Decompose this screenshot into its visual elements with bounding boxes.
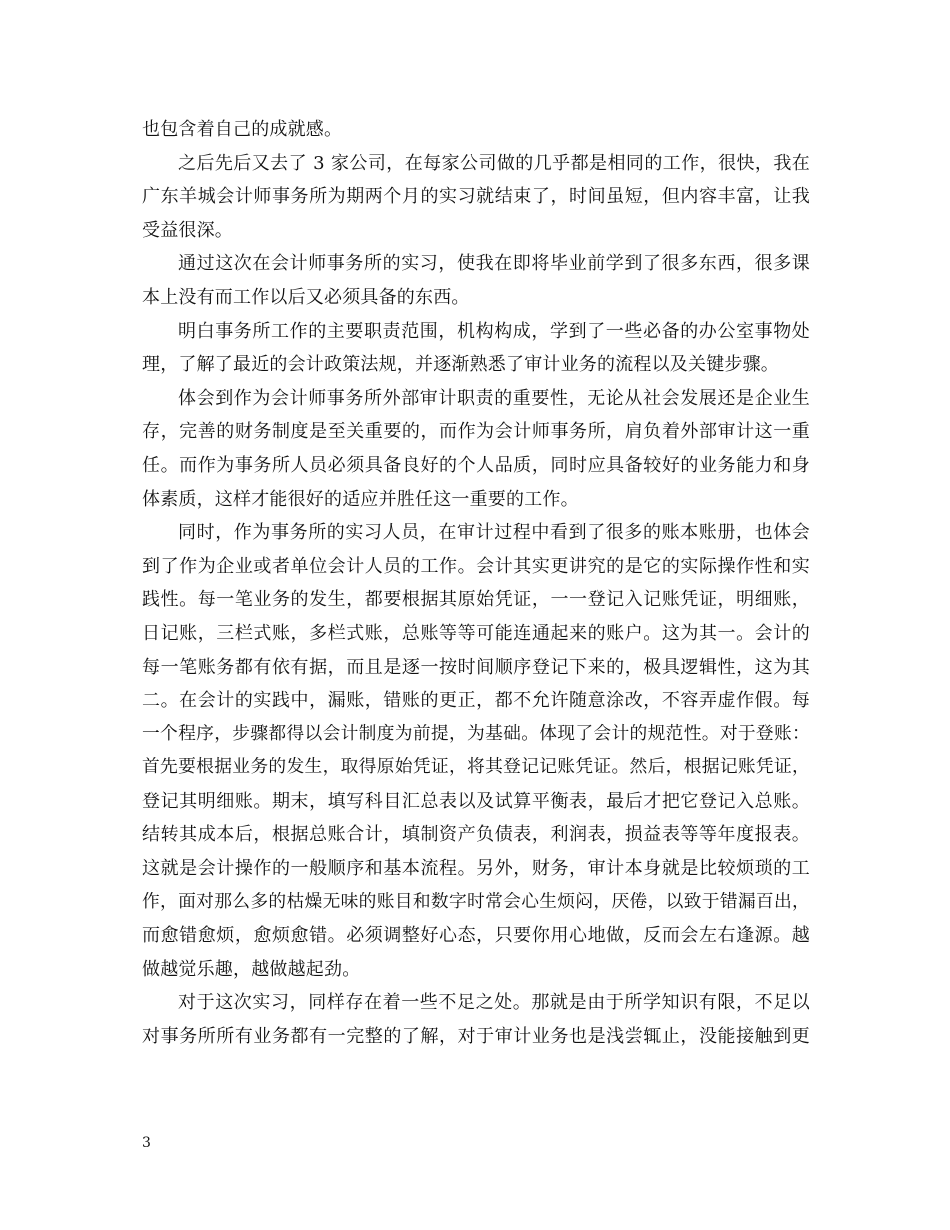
text-line: 之后先后又去了 3 家公司，在每家公司做的几乎都是相同的工作，很快，我在 — [178, 152, 810, 174]
text-line: 受益很深。 — [142, 219, 233, 241]
text-line: 对事务所所有业务都有一完整的了解，对于审计业务也是浅尝辄止，没能接触到更 — [142, 1026, 810, 1048]
text-line: 日记账，三栏式账，多栏式账，总账等等可能连通起来的账户。这为其一。会计的 — [142, 622, 810, 644]
text-line: 每一笔账务都有依有据，而且是逐一按时间顺序登记下来的，极具逻辑性，这为其 — [142, 656, 810, 678]
body-text — [142, 113, 810, 1054]
text-line: 二。在会计的实践中，漏账，错账的更正，都不允许随意涂改，不容弄虚作假。每 — [142, 690, 810, 712]
text-line: 同时，作为事务所的实习人员，在审计过程中看到了很多的账本账册，也体会 — [178, 522, 810, 544]
text-line: 首先要根据业务的发生，取得原始凭证，将其登记记账凭证。然后，根据记账凭证， — [142, 757, 810, 778]
text-line: 登记其明细账。期末，填写科目汇总表以及试算平衡表，最后才把它登记入总账。 — [142, 790, 810, 812]
text-line: 也包含着自己的成就感。 — [142, 119, 343, 140]
text-line: 而愈错愈烦，愈烦愈错。必须调整好心态，只要你用心地做，反而会左右逢源。越 — [142, 925, 810, 947]
text-line: 结转其成本后，根据总账合计，填制资产负债表，利润表，损益表等等年度报表。 — [142, 824, 810, 846]
text-line: 体会到作为会计师事务所外部审计职责的重要性，无论从社会发展还是企业生 — [178, 387, 810, 409]
text-line: 任。而作为事务所人员必须具备良好的个人品质，同时应具备较好的业务能力和身 — [142, 454, 810, 476]
text-line: 到了作为企业或者单位会计人员的工作。会计其实更讲究的是它的实际操作性和实 — [142, 555, 810, 577]
text-line: 存，完善的财务制度是至关重要的，而作为会计师事务所，肩负着外部审计这一重 — [142, 421, 810, 443]
text-line: 本上没有而工作以后又必须具备的东西。 — [142, 286, 470, 308]
text-line: 广东羊城会计师事务所为期两个月的实习就结束了，时间虽短，但内容丰富，让我 — [142, 186, 810, 208]
page-number: 3 — [142, 1135, 151, 1151]
text-line: 践性。每一笔业务的发生，都要根据其原始凭证，一一登记入记账凭证，明细账， — [142, 589, 810, 611]
text-line: 明白事务所工作的主要职责范围，机构构成，学到了一些必备的办公室事物处 — [178, 320, 810, 342]
text-line: 作，面对那么多的枯燥无味的账目和数字时常会心生烦闷，厌倦，以致于错漏百出， — [142, 891, 810, 912]
text-line: 做越觉乐趣，越做越起劲。 — [142, 958, 361, 980]
text-line: 体素质，这样才能很好的适应并胜任这一重要的工作。 — [142, 488, 579, 510]
text-line: 一个程序，步骤都得以会计制度为前提，为基础。体现了会计的规范性。对于登账： — [142, 723, 810, 744]
text-line: 理，了解了最近的会计政策法规，并逐渐熟悉了审计业务的流程以及关键步骤。 — [142, 354, 779, 376]
text-line: 这就是会计操作的一般顺序和基本流程。另外，财务，审计本身就是比较烦琐的工 — [142, 858, 810, 880]
text-line: 对于这次实习，同样存在着一些不足之处。那就是由于所学知识有限，不足以 — [178, 992, 810, 1014]
text-line: 通过这次在会计师事务所的实习，使我在即将毕业前学到了很多东西，很多课 — [178, 253, 810, 275]
